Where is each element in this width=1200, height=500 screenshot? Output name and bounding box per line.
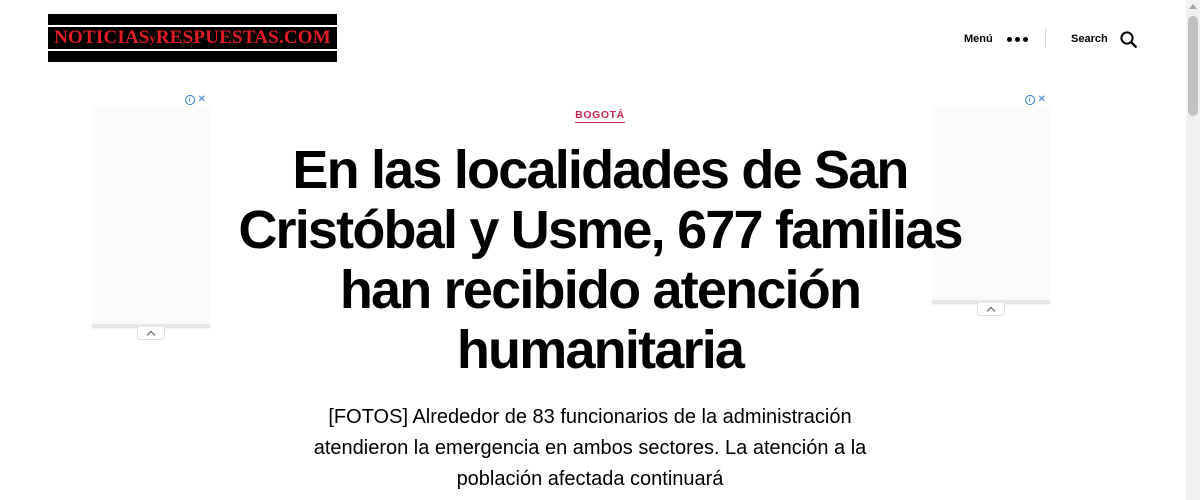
ad-choices[interactable] — [1025, 94, 1046, 105]
dots-icon — [1007, 37, 1028, 42]
site-logo[interactable] — [48, 14, 337, 62]
ad-content[interactable] — [92, 106, 210, 328]
info-icon[interactable]: i — [1025, 95, 1035, 105]
header-divider — [1045, 28, 1046, 48]
article-title: En las localidades de San Cristóbal y Usme, 677 familias han recibido atención humanitaria — [238, 140, 962, 380]
article-excerpt: [FOTOS] Alrededor de 83 funcionarios de la administración atendieron la emergencia en ambos sectores. La atención a la población afectada continuará — [313, 406, 867, 490]
logo-text: NOTICIASyRESPUESTAS.COM — [46, 25, 339, 51]
scroll-thumb[interactable] — [1188, 16, 1198, 116]
menu-label: Menú — [964, 33, 993, 45]
ad-left[interactable] — [92, 92, 210, 342]
ad-collapse-button[interactable] — [977, 303, 1005, 316]
category-link[interactable]: BOGOTÁ — [575, 109, 625, 121]
ad-choices[interactable] — [185, 94, 206, 105]
chevron-up-icon — [147, 330, 155, 338]
chevron-up-icon — [987, 306, 995, 314]
close-icon[interactable]: ✕ — [197, 94, 206, 105]
scrollbar[interactable] — [1186, 0, 1200, 500]
search-button[interactable] — [1071, 28, 1137, 50]
scroll-up-arrow[interactable] — [1189, 4, 1197, 9]
ad-collapse-button[interactable] — [137, 327, 165, 340]
search-label: Search — [1071, 33, 1108, 45]
close-icon[interactable]: ✕ — [1037, 94, 1046, 105]
menu-button[interactable] — [964, 28, 1028, 50]
category — [0, 105, 1200, 123]
info-icon[interactable]: i — [185, 95, 195, 105]
search-icon — [1120, 31, 1137, 48]
